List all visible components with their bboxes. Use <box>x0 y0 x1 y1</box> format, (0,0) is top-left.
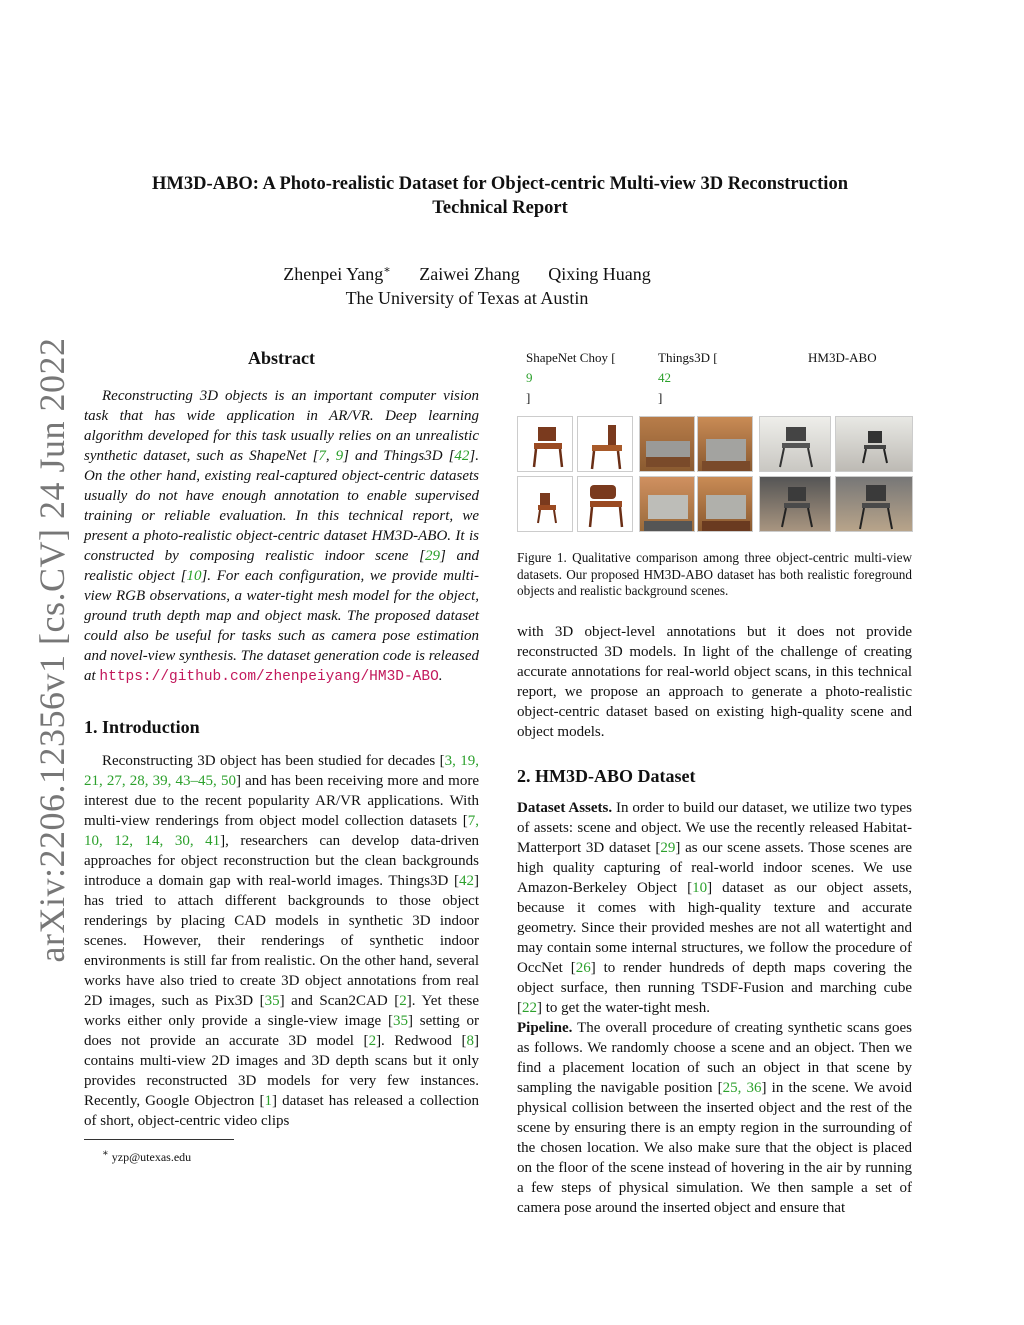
citation-link[interactable]: 7, 10, 12, 14, 30, 41 <box>84 813 479 849</box>
authors-block <box>0 258 934 310</box>
hm3d-abo-chair-image <box>835 476 913 532</box>
intro-paragraph: Reconstructing 3D object has been studied for decades [3, 19, 21, 27, 28, 39, 43–45, 50] and has been receiving more and more interest due to the recent popularity AR/VR applications. With multi-view renderings from object model collection datasets [7, 10, 12, 14, 30, 41], researchers can develop data-driven approaches for object reconstruction but the clean backgrounds introduce a domain gap with real-world images. Things3D [42] has tried to attach different backgrounds to those object renderings by placing CAD models in synthetic 3D indoor scenes. However, their renderings of synthetic indoor environments is still far from realistic. On the other hand, several works have also tried to create 3D object annotations from real 2D images, such as Pix3D [35] and Scan2CAD [2]. Yet these works either only provide a single-view image [35] setting or does not provide an accurate 3D model [2]. Redwood [8] contains multi-view 2D images and 3D depth scans but it only provides reconstructed 3D models for very few instances. Recently, Google Objectron [1] dataset has released a collection of short, object-centric video clips <box>84 753 480 1129</box>
citation-link[interactable]: 25, 36 <box>722 1079 762 1096</box>
fig-label-hm3d: HM3D-ABO <box>808 350 877 365</box>
hm3d-abo-chair-image <box>759 416 831 472</box>
figure-labels <box>517 348 912 408</box>
code-url-link[interactable]: https://github.com/zhenpeiyang/HM3D-ABO <box>99 669 439 685</box>
things3d-sofa-image <box>697 476 753 532</box>
citation-link[interactable]: 10 <box>186 568 202 584</box>
figure-1-caption: Figure 1. Qualitative comparison among three object-centric multi-view datasets. Our proposed HM3D-ABO dataset has both realistic foreground objects and realistic background scenes. <box>517 550 912 598</box>
shapenet-chair-image <box>577 416 633 472</box>
citation-link[interactable]: 10 <box>692 879 708 896</box>
footnote-mark: ∗ <box>383 264 391 276</box>
title-line-2: Technical Report <box>432 198 568 218</box>
intro-heading: 1. Introduction <box>84 717 200 737</box>
footnote: ∗ yzp@utexas.edu <box>102 1148 192 1164</box>
title-line-1: HM3D-ABO: A Photo-realistic Dataset for Object-centric Multi-view 3D Reconstruction <box>152 174 848 194</box>
citation-link[interactable]: 29 <box>660 839 676 856</box>
citation-link[interactable]: 3, 19, 21, 27, 28, 39, 43–45, 50 <box>84 753 480 789</box>
dataset-assets-paragraph: Dataset Assets. In order to build our dataset, we utilize two types of assets: scene and object. We use the recently released Habitat-Matterport 3D dataset [29] as our scene assets. Those scenes are high quality capturing of real-world indoor scenes. We use Amazon-Berkeley Object [10] dataset as our object assets, because it comes with high-quality texture and accurate geometry. Since their provided meshes are not all watertight and may contain some internal structures, we follow the procedure of OccNet [26] to render hundreds of depth maps covering the object surface, then running TSDF-Fusion and marching cube [22] to get the water-tight mesh. <box>517 799 913 1016</box>
shapenet-chair-image <box>517 416 573 472</box>
citation-link[interactable]: 26 <box>575 959 591 976</box>
abstract-text: Reconstructing 3D objects is an important computer vision task that has wide application in AR/VR. Deep learning algorithm developed for this task usually relies on an unrealistic synthetic dataset, such as ShapeNet [7, 9] and Things3D [42]. On the other hand, existing real-captured object-centric datasets usually do not have enough annotation to enable supervised training or reliable evaluation. In this technical report, we present a photo-realistic object-centric dataset HM3D-ABO. It is constructed by composing realistic indoor scene [29] and realistic object [10]. For each configuration, we provide multi-view RGB observations, a water-tight mesh model for the object, ground truth depth map and object mask. The proposed dataset could also be useful for tasks such as camera pose estimation and novel-view synthesis. The dataset generation code is released at https://github.com/zhenpeiyang/HM3D-ABO. <box>84 388 480 685</box>
citation-link[interactable]: 42 <box>459 873 474 889</box>
shapenet-chair-image <box>517 476 573 532</box>
things3d-sofa-image <box>639 476 695 532</box>
citation-link[interactable]: 35 <box>264 993 280 1009</box>
footnote-rule <box>84 1139 234 1140</box>
shapenet-chair-image <box>577 476 633 532</box>
citation-link[interactable]: 8 <box>466 1033 474 1049</box>
citation-link[interactable]: 2 <box>368 1033 377 1049</box>
arxiv-stamp: arXiv:2206.12356v1 [cs.CV] 24 Jun 2022 <box>32 337 72 963</box>
citation-link[interactable]: 29 <box>424 548 440 564</box>
citation-link[interactable]: 22 <box>522 999 537 1016</box>
citation-link[interactable]: 7 <box>318 448 326 464</box>
citation-link[interactable]: 9 <box>335 448 344 464</box>
section-2-heading: 2. HM3D-ABO Dataset <box>517 765 696 786</box>
citation-link[interactable]: 42 <box>454 448 470 464</box>
paper-title <box>0 172 1000 220</box>
abstract-heading: Abstract <box>248 348 315 368</box>
citation-link[interactable]: 35 <box>392 1013 408 1029</box>
right-paragraph: with 3D object-level annotations but it does not provide reconstructed 3D models. In light of the challenge of creating accurate annotations for real-world object scans, in this technical report, we propose an approach to generate a photo-realistic object-centric dataset based on existing high-quality scene and object models. <box>517 623 912 740</box>
author-name: Zaiwei Zhang <box>419 264 520 284</box>
hm3d-abo-chair-image <box>835 416 913 472</box>
affiliation: The University of Texas at Austin <box>345 288 589 308</box>
fig-label-shapenet: ShapeNet Choy [ 9 ] <box>526 350 616 405</box>
fig-label-things3d: Things3D [ 42 ] <box>658 350 718 405</box>
citation-link[interactable]: 1 <box>264 1093 272 1109</box>
citation-link[interactable]: 2 <box>399 993 407 1009</box>
figure-1-grid <box>517 414 912 532</box>
things3d-sofa-image <box>697 416 753 472</box>
left-column <box>84 348 479 1167</box>
pipeline-paragraph: Pipeline. The overall procedure of creating synthetic scans goes as follows. We randomly choose a scene and an object. Then we find a placement location of such an object in that scene by sampling the navigable position [25, 36] in the scene. We avoid physical collision between the inserted object and the rest of the scene by ensuring there is an empty region in the surrounding of the chosen location. We also make sure that the object is placed on the floor of the scene instead of hovering in the air by running a few steps of physical simulation. We then sample a set of camera pose around the inserted object and ensure that <box>517 1019 912 1216</box>
author-name: Zhenpei Yang∗ <box>283 264 391 284</box>
things3d-sofa-image <box>639 416 695 472</box>
right-column <box>517 348 912 1218</box>
author-name: Qixing Huang <box>548 264 651 284</box>
hm3d-abo-chair-image <box>759 476 831 532</box>
